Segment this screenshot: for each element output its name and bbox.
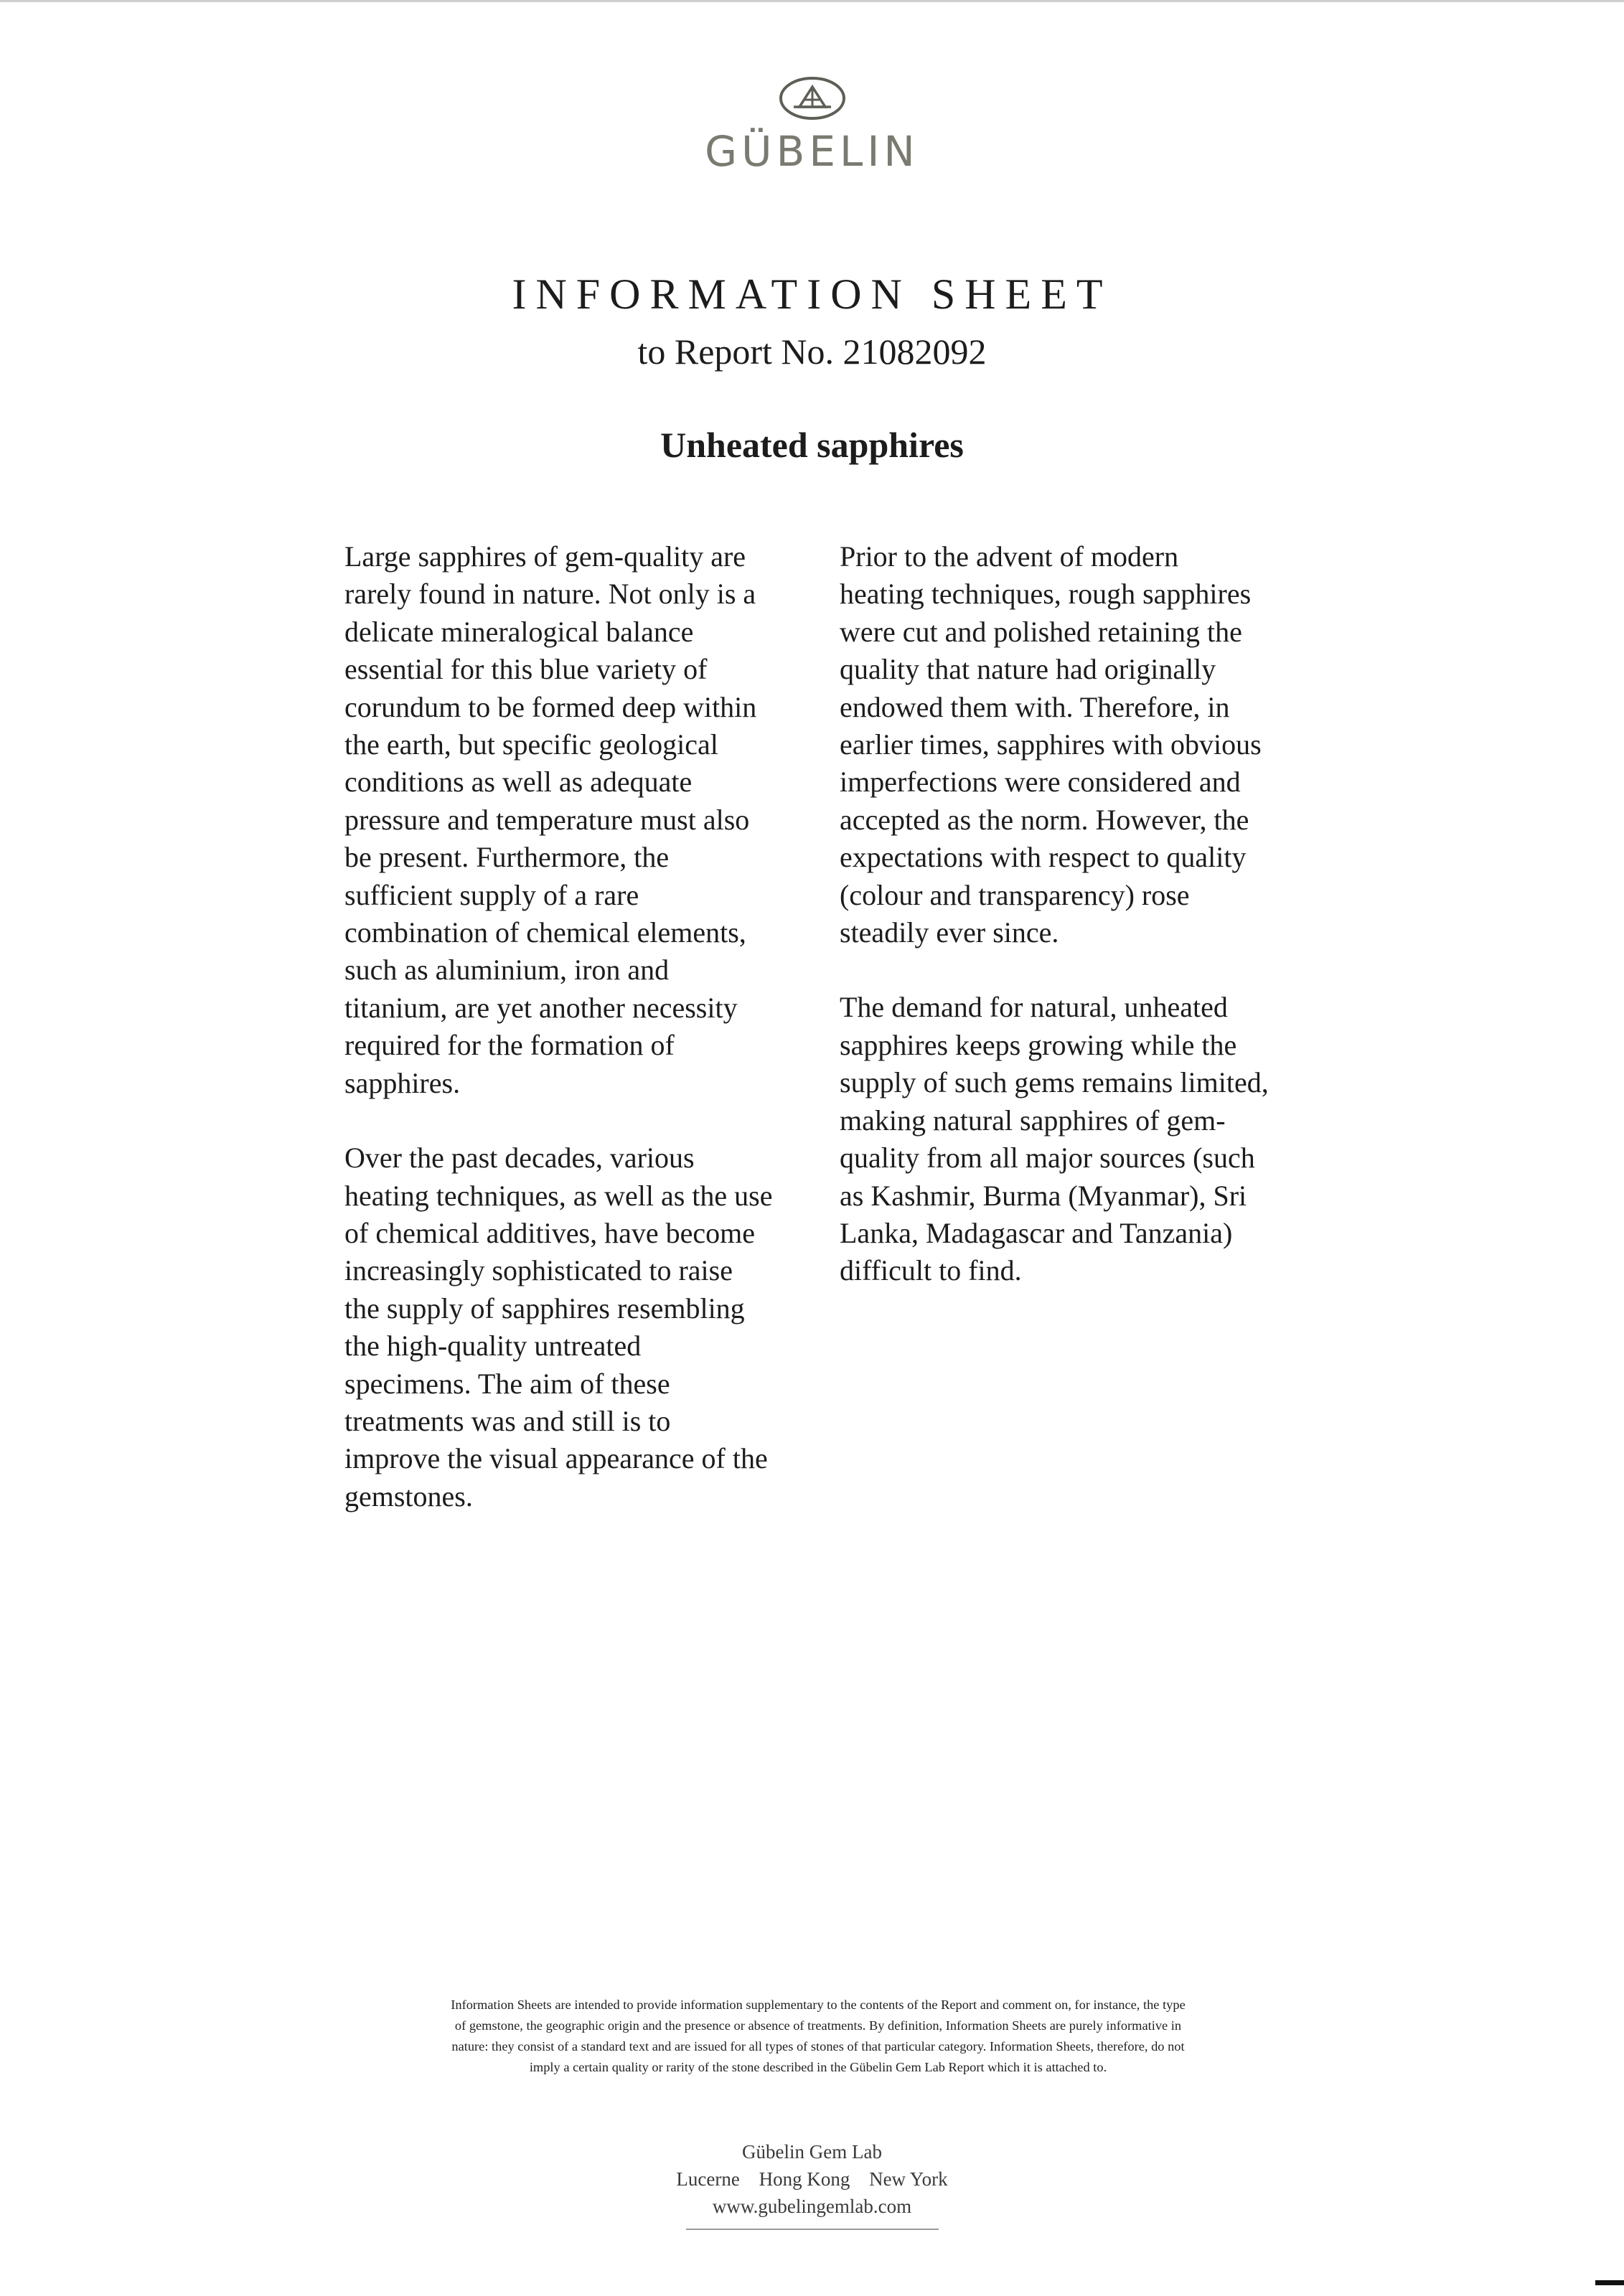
- gubelin-emblem-icon: [778, 75, 847, 121]
- document-title: INFORMATION SHEET: [512, 270, 1112, 318]
- disclaimer-text: Information Sheets are intended to provide information supplementary to the contents of the Report and comment on, for instance, the type of gemstone, the geographic origin and the presence or absence of treatments. By definition, Information Sheets are purely informative in nature: they consist of a standard text and are issued for all types of stones of that particular category. Information Sheets, therefore, do not imply a certain quality or rarity of the stone described in the Gübelin Gem Lab Report which it is attached to.: [451, 1998, 1186, 2074]
- paragraph: Over the past decades, various heating techniques, as well as the use of chemical additives, have become increasingly sophisticated to raise the supply of sapphires resembling the high-quality untreated specimens. The aim of these treatments was and still is to improve the visual appearance of the gemstones.: [344, 1142, 773, 1512]
- top-edge-line: [0, 0, 1624, 2]
- paragraph: The demand for natural, unheated sapphires keeps growing while the supply of such gems remains limited, making natural sapphires of gem- quality from all major sources (such as Kashmir, Burma (Myanmar), Sri Lanka, Madagascar and Tanzania) difficult to find.: [840, 991, 1269, 1287]
- brand-logo: [0, 75, 1624, 176]
- city-hong-kong: Hong Kong: [759, 2168, 850, 2190]
- footer-divider: [686, 2229, 939, 2230]
- right-column: [840, 538, 1328, 1327]
- city-new-york: New York: [869, 2168, 948, 2190]
- title-block: [0, 265, 1624, 380]
- city-lucerne: Lucerne: [676, 2168, 740, 2190]
- scan-edge-mark: [1595, 2280, 1624, 2285]
- office-locations: [0, 2165, 1624, 2193]
- report-number: to Report No. 21082092: [637, 331, 987, 372]
- website-link[interactable]: www.gubelingemlab.com: [712, 2196, 912, 2217]
- section-heading: Unheated sapphires: [660, 425, 964, 465]
- left-column: [344, 538, 825, 1553]
- brand-wordmark: GÜBELIN: [705, 127, 919, 176]
- paragraph: Large sapphires of gem-quality are rarely found in nature. Not only is a delicate mineralogical balance essential for this blue variety of corundum to be formed deep within the earth, but specific geological conditions as well as adequate pressure and temperature must also be present. Furthermore, the sufficient supply of a rare combination of chemical elements, such as aluminium, iron and titanium, are yet another necessity required for the formation of sapphires.: [344, 540, 757, 1099]
- paragraph: Prior to the advent of modern heating techniques, rough sapphires were cut and polished retaining the quality that nature had originally endowed them with. Therefore, in earlier times, sapphires with obvious imperfections were considered and accepted as the norm. However, the expectations with respect to quality (colour and transparency) rose steadily ever since.: [840, 540, 1262, 949]
- footer: [0, 2138, 1624, 2230]
- lab-name: Gübelin Gem Lab: [742, 2141, 882, 2163]
